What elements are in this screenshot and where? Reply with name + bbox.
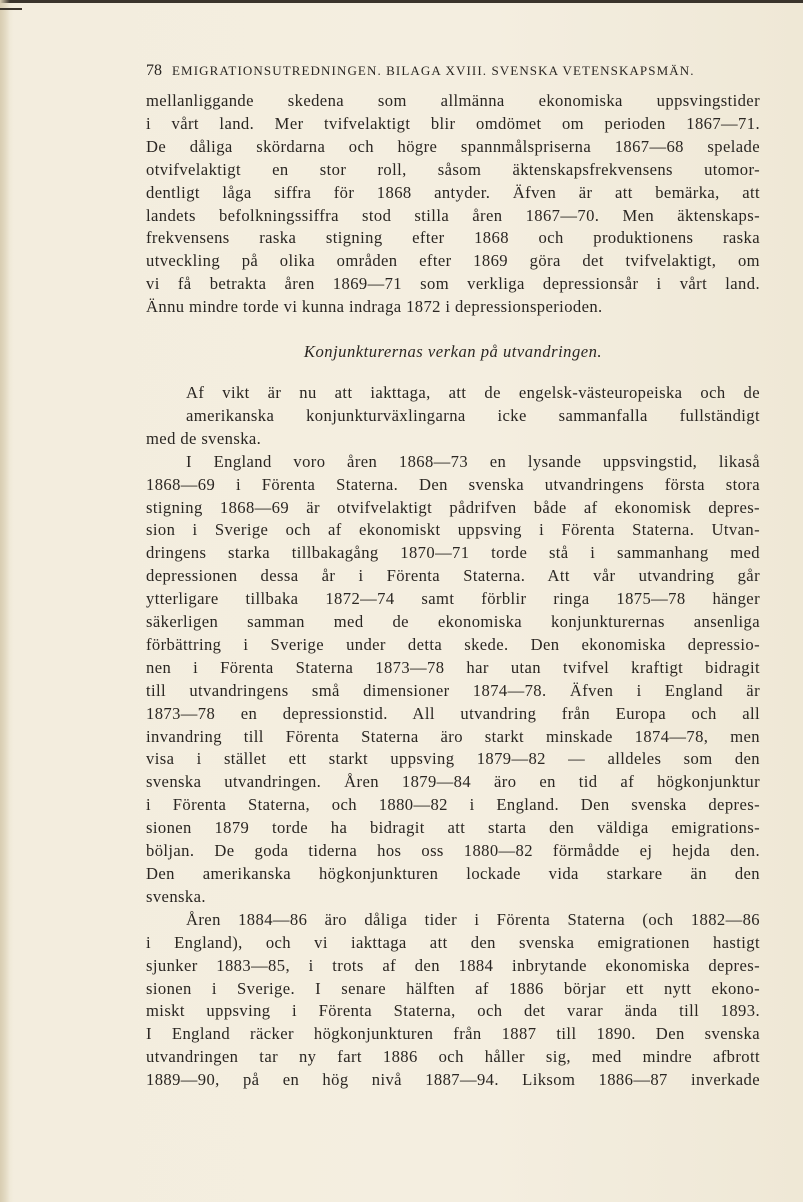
text-line: svenska utvandringen. Åren 1879—84 äro en tid af högkonjunktur [146, 772, 760, 792]
text-line: depressionen dessa år i Förenta Staterna. Att vår utvandring går [146, 566, 760, 586]
paragraph-1 [146, 90, 760, 296]
paragraph-3 [146, 451, 760, 474]
section-heading: Konjunkturernas verkan på utvandringen. [303, 342, 603, 362]
text-line: Ännu mindre torde vi kunna indraga 1872 i depressionsperioden. [146, 297, 603, 317]
text-line: visa i stället ett starkt uppsving 1879—82 — alldeles som den [146, 749, 760, 769]
text-line: säkerligen samman med de ekonomiska konjunkturernas ansenliga [146, 612, 760, 632]
text-line: sjunker 1883—85, i trots af den 1884 inbrytande ekonomiska depres- [146, 955, 760, 975]
text-line: 1868—69 i Förenta Staterna. Den svenska utvandringens första stora [146, 474, 760, 494]
text-line: Af vikt är nu att iakttaga, att de engelsk-västeuropeiska och de [186, 382, 760, 402]
text-line: mellanliggande skedena som allmänna ekonomiska uppsvingstider [146, 91, 760, 110]
text-line: sionen 1879 torde ha bidragit att starta den väldiga emigrations- [146, 818, 760, 838]
text-line: Åren 1884—86 äro dåliga tider i Förenta Staterna (och 1882—86 [186, 909, 760, 929]
body-text [146, 90, 760, 1092]
text-line: böljan. De goda tiderna hos oss 1880—82 förmådde ej hejda den. [146, 841, 760, 861]
text-line: med de svenska. [146, 428, 262, 448]
paragraph-4 [146, 909, 760, 932]
text-line: i vårt land. Mer tvifvelaktigt blir omdömet om perioden 1867—71. [146, 113, 760, 133]
text-line: sionen i Sverige. I senare hälften af 1886 börjar ett nytt ekono- [146, 978, 760, 998]
text-line: miskt uppsving i Förenta Staterna, och det varar ända till 1893. [146, 1001, 760, 1021]
text-line: vi få betrakta åren 1869—71 som verkliga depressionsår i vårt land. [146, 274, 760, 294]
text-line: invandring till Förenta Staterna äro starkt minskade 1874—78, men [146, 726, 760, 746]
text-line: landets befolkningssiffra stod stilla åren 1867—70. Men äktenskaps- [146, 205, 760, 225]
text-line: frekvensens raska stigning efter 1868 och produktionens raska [146, 228, 760, 248]
corner-mark [0, 0, 22, 10]
paragraph-4-body [146, 932, 760, 1092]
page-left-edge [0, 0, 10, 1202]
text-line: i England), och vi iakttaga att den svenska emigrationen hastigt [146, 932, 760, 952]
text-line: till utvandringens små dimensioner 1874—78. Äfven i England är [146, 680, 760, 700]
text-line: 1873—78 en depressionstid. All utvandring från Europa och all [146, 703, 760, 723]
paragraph-3-end [146, 886, 760, 909]
text-line: svenska. [146, 886, 206, 906]
paragraph-2 [146, 382, 760, 428]
paragraph-2-end [146, 428, 760, 451]
text-line: I England voro åren 1868—73 en lysande uppsvingstid, likaså [186, 451, 760, 471]
text-line: De dåliga skördarna och högre spannmålspriserna 1867—68 spelade [146, 136, 760, 156]
paragraph-3-body [146, 474, 760, 886]
paragraph-1-end [146, 296, 760, 319]
text-line: dringens starka tillbakagång 1870—71 torde stå i sammanhang med [146, 543, 760, 563]
text-line: sion i Sverige och af ekonomiskt uppsving i Förenta Staterna. Utvan- [146, 520, 760, 540]
text-line: förbättring i Sverige under detta skede. Den ekonomiska depressio- [146, 634, 760, 654]
text-line: i Förenta Staterna, och 1880—82 i England. Den svenska depres- [146, 795, 760, 815]
running-title: EMIGRATIONSUTREDNINGEN. BILAGA XVIII. SVENSKA VETENSKAPSMÄN. [172, 63, 695, 78]
top-border-rule [0, 0, 803, 3]
text-line: utveckling på olika områden efter 1869 göra det tvifvelaktigt, om [146, 251, 760, 271]
text-line: dentligt låga siffra för 1868 antyder. Äfven är att bemärka, att [146, 182, 760, 202]
text-line: ytterligare tillbaka 1872—74 samt förblir ringa 1875—78 hänger [146, 589, 760, 609]
text-line: otvifvelaktigt en stor roll, såsom äktenskapsfrekvensens utomor- [146, 159, 760, 179]
text-line: I England räcker högkonjunkturen från 1887 till 1890. Den svenska [146, 1024, 760, 1044]
text-line: 1889—90, på en hög nivå 1887—94. Liksom 1886—87 inverkade [146, 1070, 760, 1090]
text-line: nen i Förenta Staterna 1873—78 har utan tvifvel kraftigt bidragit [146, 657, 760, 677]
running-head [146, 62, 756, 82]
text-line: stigning 1868—69 är otvifvelaktigt pådrifven både af ekonomisk depres- [146, 497, 760, 517]
page-number: 78 [146, 62, 162, 79]
text-line: utvandringen tar ny fart 1886 och håller sig, med mindre afbrott [146, 1047, 760, 1067]
text-line: amerikanska konjunkturväxlingarna icke sammanfalla fullständigt [186, 405, 760, 425]
text-line: Den amerikanska högkonjunkturen lockade vida starkare än den [146, 864, 760, 883]
